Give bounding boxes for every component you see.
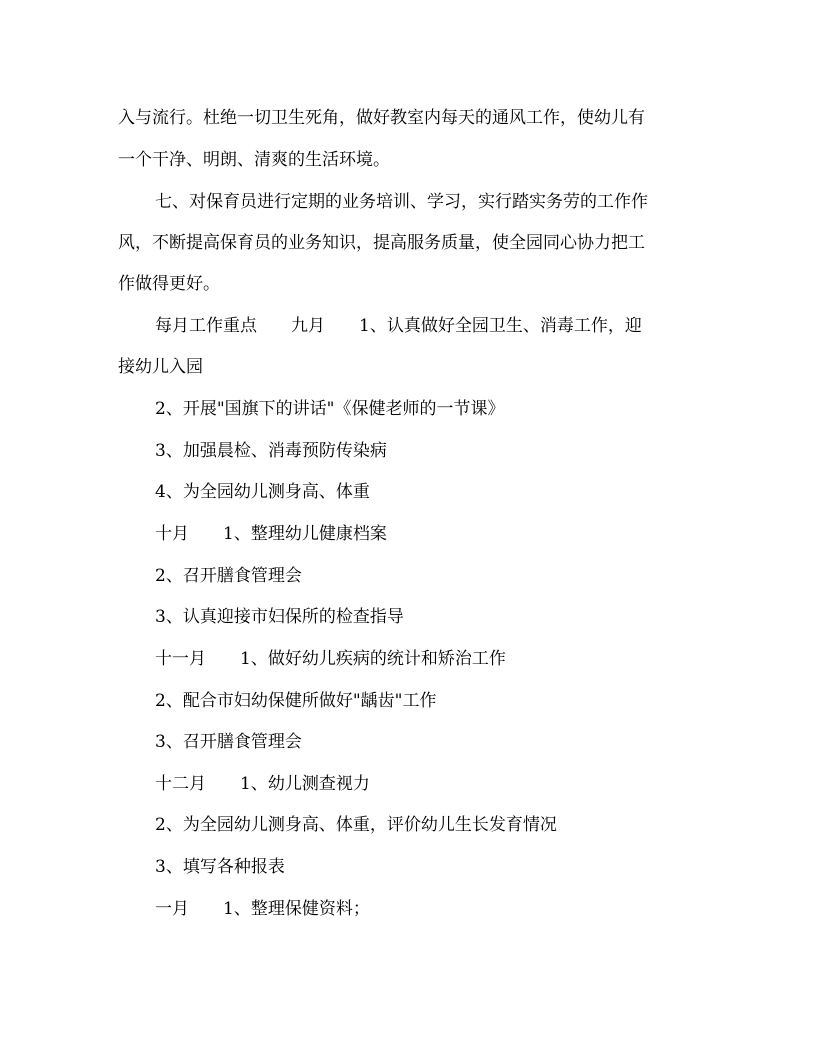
paragraph-line-3: 七、对保育员进行定期的业务培训、学习，实行踏实务劳的工作作 [155, 192, 648, 212]
paragraph-line-2: 一个干净、明朗、清爽的生活环境。 [118, 150, 390, 170]
schedule-month-line: 十一月 1、做好幼儿疾病的统计和矫治工作 [155, 649, 506, 669]
schedule-item: 3、填写各种报表 [155, 857, 285, 877]
schedule-month-line: 一月 1、整理保健资料； [155, 899, 370, 919]
paragraph-line-4: 风，不断提高保育员的业务知识，提高服务质量，使全园同心协力把工 [118, 233, 645, 253]
schedule-item: 3、加强晨检、消毒预防传染病 [155, 441, 387, 461]
schedule-item: 2、为全园幼儿测身高、体重，评价幼儿生长发育情况 [155, 815, 557, 835]
schedule-item: 3、认真迎接市妇保所的检查指导 [155, 607, 404, 627]
schedule-header-line: 每月工作重点 九月 1、认真做好全园卫生、消毒工作，迎 [155, 316, 642, 336]
schedule-month-line: 十二月 1、幼儿测查视力 [155, 774, 370, 794]
paragraph-line-5: 作做得更好。 [118, 274, 220, 294]
schedule-item: 2、开展"国旗下的讲话"《保健老师的一节课》 [155, 399, 505, 419]
schedule-item: 3、召开膳食管理会 [155, 732, 302, 752]
schedule-month-line: 十月 1、整理幼儿健康档案 [155, 524, 387, 544]
schedule-line: 接幼儿入园 [118, 357, 203, 377]
schedule-item: 4、为全园幼儿测身高、体重 [155, 482, 370, 502]
schedule-item: 2、召开膳食管理会 [155, 566, 302, 586]
paragraph-line-1: 入与流行。杜绝一切卫生死角，做好教室内每天的通风工作，使幼儿有 [118, 108, 645, 128]
schedule-item: 2、配合市妇幼保健所做好"龋齿"工作 [155, 691, 437, 711]
